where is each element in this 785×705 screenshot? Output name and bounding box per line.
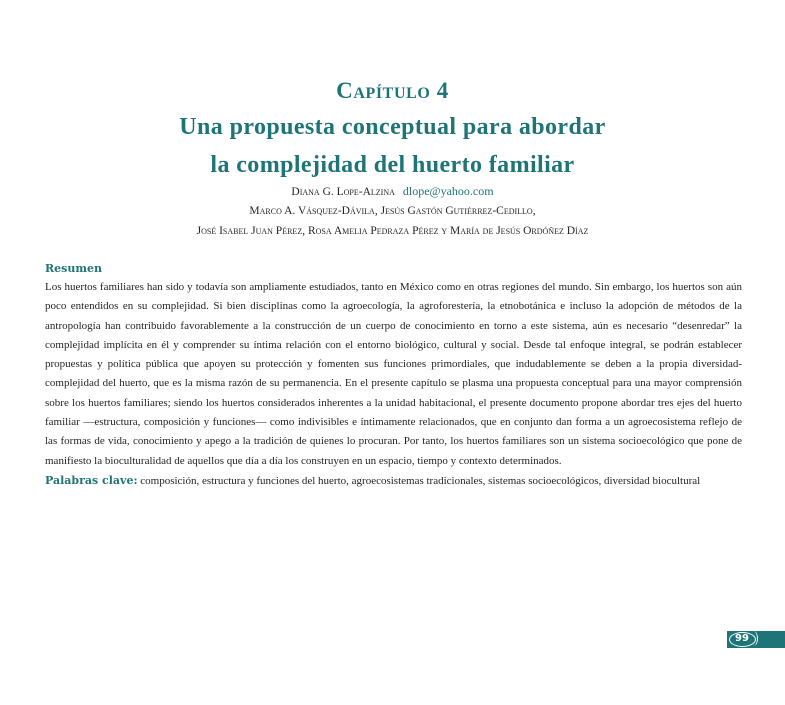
abstract-section xyxy=(45,262,742,491)
keywords-text: composición, estructura y funciones del huerto, agroecosistemas tradicionales, sistemas socioecológicos, diversidad biocultural xyxy=(137,474,701,487)
chapter-title-line-2: la complejidad del huerto familiar xyxy=(210,152,575,178)
keywords xyxy=(45,471,742,491)
abstract-heading: Resumen xyxy=(45,262,102,275)
keywords-label: Palabras clave: xyxy=(45,473,138,487)
abstract-body: Los huertos familiares han sido y todavía son ampliamente estudiados, tanto en México como en otras regiones del mundo. Sin embargo, los huertos son aún poco entendidos en su complejidad. Si bien disciplinas como la agroecología, la agroforestería, la etnobotánica e incluso la adopción de métodos de la antropología han contribuido favorablemente a la construcción de un cuerpo de conocimiento en torno a este sistema, aún es necesario “desenredar” la complejidad implícita en él y comprender su íntima relación con el entorno biológico, cultural y social. Desde tal enfoque integral, se podrán establecer propuestas y política pública que apoyen su protección y fomenten sus funciones primordiales, que indudablemente se deben a la propia diversidad-complejidad del huerto, que es la misma razón de su permanencia. En el presente capítulo se plasma una propuesta conceptual para una mayor comprensión sobre los huertos familiares; siendo los huertos considerados inherentes a la unidad habitacional, el presente documento propone abordar tres ejes del huerto familiar —estructura, composición y funciones— como indivisibles e íntimamente relacionados, que en conjunto dan forma a un agroecosistema reflejo de las formas de vida, conocimiento y apego a la tradición de quienes lo procuran. Por tanto, los huertos familiares son un sistema socioecológico que pone de manifiesto la bioculturalidad de aquellos que día a día los construyen en un espacio, tiempo y contexto determinados. xyxy=(45,281,742,467)
chapter-title-line-1: Una propuesta conceptual para abordar xyxy=(179,114,606,140)
chapter-number: Capítulo 4 xyxy=(336,78,449,103)
author-line-3: José Isabel Juan Pérez, Rosa Amelia Pedraza Pérez y María de Jesús Ordóñez Díaz xyxy=(196,225,589,237)
author-email-link[interactable]: dlope@yahoo.com xyxy=(402,184,494,198)
page-number: 99 xyxy=(735,633,749,644)
author-name: Diana G. Lope-Alzina xyxy=(291,186,395,198)
author-line-2: Marco A. Vásquez-Dávila, Jesús Gastón Gutiérrez-Cedillo, xyxy=(249,205,536,217)
page-number-badge xyxy=(727,631,785,648)
author-line-1 xyxy=(0,184,785,199)
